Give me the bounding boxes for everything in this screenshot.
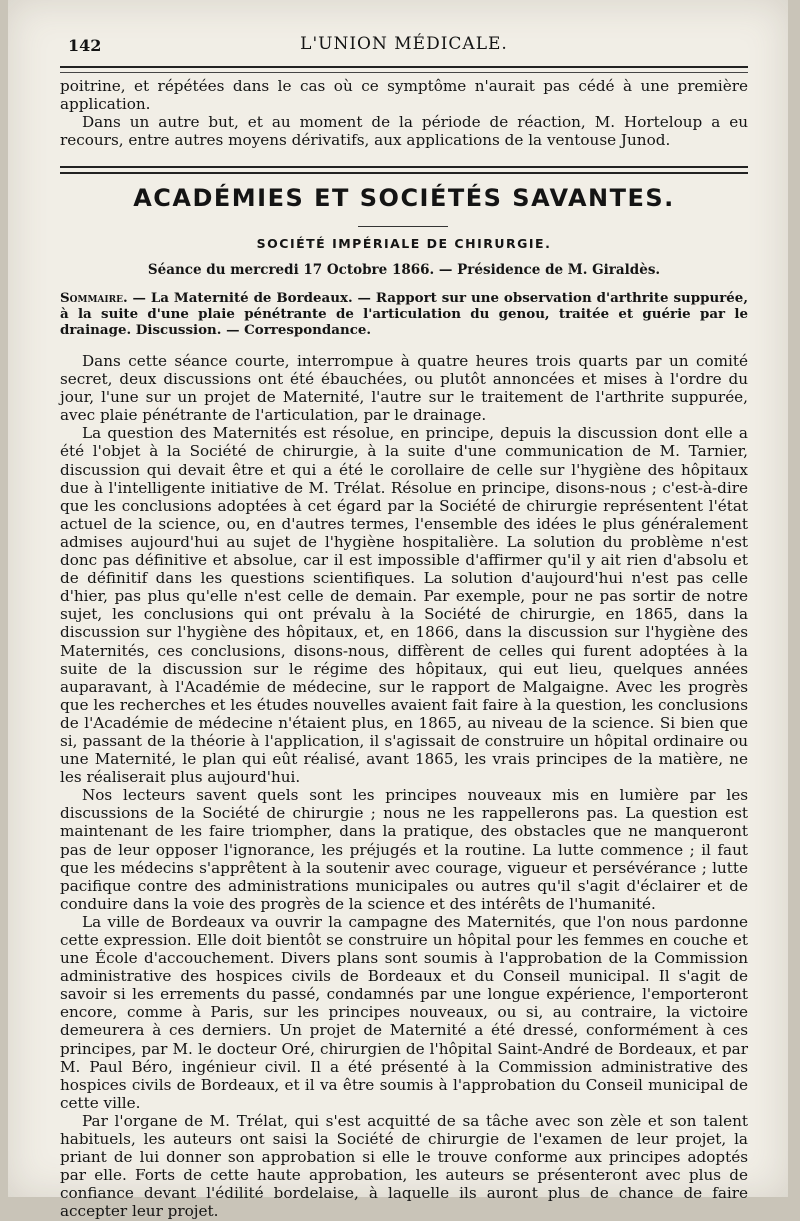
intro-paragraph: poitrine, et répétées dans le cas où ce symptôme n'aurait pas cédé à une première application. — [60, 77, 748, 114]
society-heading: SOCIÉTÉ IMPÉRIALE DE CHIRURGIE. — [256, 236, 552, 251]
article-paragraph: La question des Maternités est résolue, en principe, depuis la discussion dont elle a été l'objet à la Société de chirurgie, à la suite d'une communication de M. Tarnier, discussion qui devait être et qui a été le corollaire de celle sur l'hygiène des hôpitaux due à l'intelligente initiative de M. Trélat. Résolue en principe, disons-nous ; c'est-à-dire que les conclusions adoptées à cet égard par la Société de chirurgie représentent l'état actuel de la science, ou, en d'autres termes, l'ensemble des idées le plus généralement admises aujourd'hui au sujet de l'hygiène hospitalière. La solution du problème n'est donc pas définitive et absolue, car il est impossible d'affirmer qu'il y ait rien d'absolu et de définitif dans les questions scientifiques. La solution d'aujourd'hui n'est pas celle d'hier, pas plus qu'elle n'est celle de demain. Par exemple, pour ne pas sortir de notre sujet, les conclusions qui ont prévalu à la Société de chirurgie, en 1865, dans la discussion sur l'hygiène des hôpitaux, et, en 1866, dans la discussion sur l'hygiène des Maternités, ces conclusions, disons-nous, diffèrent de celles qui furent adoptées à la suite de la discussion sur le régime des hôpitaux, qui eut lieu, quelques années auparavant, à l'Académie de médecine, sur le rapport de Malgaigne. Avec les progrès que les recherches et les études nouvelles avaient fait faire à la question, les conclusions de l'Académie de médecine n'étaient plus, en 1865, au niveau de la science. Si bien que si, passant de la théorie à l'application, il s'agissait de construire un hôpital ordinaire ou une Maternité, le plan qui eût réalisé, avant 1865, les vrais principes de la matière, ne les réaliserait plus aujourd'hui. — [60, 424, 748, 787]
intro-text — [60, 77, 748, 149]
summary-lead: Sommaire. — [60, 290, 128, 306]
header-rule-thin — [60, 72, 748, 73]
section-divider — [60, 166, 748, 174]
header-rule — [60, 66, 748, 68]
page-number: 142 — [68, 36, 102, 55]
intro-paragraph: Dans un autre but, et au moment de la période de réaction, M. Horteloup a eu recours, entre autres moyens dérivatifs, aux applications de la ventouse Junod. — [60, 113, 748, 150]
article-paragraph: La ville de Bordeaux va ouvrir la campagne des Maternités, que l'on nous pardonne cette expression. Elle doit bientôt se construire un hôpital pour les femmes en couche et une École d'accouchement. Divers plans sont soumis à l'approbation de la Commission administrative des hospices civils de Bordeaux et du Conseil municipal. Il s'agit de savoir si les errements du passé, condamnés par une longue expérience, l'emporteront encore, comme à Paris, sur les principes nouveaux, ou si, au contraire, la victoire demeurera à ces derniers. Un projet de Maternité a été dressé, conformément à ces principes, par M. le docteur Oré, chirurgien de l'hôpital Saint-André de Bordeaux, et par M. Paul Béro, ingénieur civil. Il a été présenté à la Commission administrative des hospices civils de Bordeaux, et il va être soumis à l'approbation du Conseil municipal de cette ville. — [60, 912, 748, 1112]
section-title: ACADÉMIES ET SOCIÉTÉS SAVANTES. — [133, 184, 675, 212]
summary-text: — La Maternité de Bordeaux. — Rapport sur une observation d'arthrite suppurée, à la suite d'une plaie pénétrante de l'articulation du genou, traitée et guérie par le drainage. Discussion. — Correspondance. — [60, 290, 748, 338]
journal-page — [8, 0, 788, 1221]
running-title: L'UNION MÉDICALE. — [300, 34, 508, 54]
page-header — [60, 30, 748, 60]
article-paragraph: Dans cette séance courte, interrompue à quatre heures trois quarts par un comité secret, deux discussions ont été ébauchées, ou plutôt annoncées et mises à l'ordre du jour, l'une sur un projet de Maternité, l'autre sur le traitement de l'arthrite suppurée, avec plaie pénétrante de l'articulation, par le drainage. — [60, 352, 748, 425]
summary — [60, 290, 748, 338]
article-paragraph: Par l'organe de M. Trélat, qui s'est acquitté de sa tâche avec son zèle et son talent habituels, les auteurs ont saisi la Société de chirurgie de l'examen de leur projet, la priant de lui donner son approbation si elle le trouve conforme aux principes adoptés par elle. Forts de cette haute approbation, les auteurs se présenteront avec plus de confiance devant l'édilité bordelaise, à laquelle ils auront plus de chance de faire accepter leur projet. — [60, 1111, 748, 1221]
title-rule — [358, 226, 448, 227]
session-line: Séance du mercredi 17 Octobre 1866. — Présidence de M. Giraldès. — [147, 262, 661, 278]
article-paragraph: Nos lecteurs savent quels sont les principes nouveaux mis en lumière par les discussions de la Société de chirurgie ; nous ne les rappellerons pas. La question est maintenant de les faire triompher, dans la pratique, des obstacles que ne manqueront pas de leur opposer l'ignorance, les préjugés et la routine. La lutte commence ; il faut que les médecins s'apprêtent à la soutenir avec courage, vigueur et persévérance ; lutte pacifique contre des administrations municipales ou autres qu'il s'agit d'éclairer et de conduire dans la voie des progrès de la science et des intérêts de l'humanité. — [60, 786, 748, 913]
article-body — [60, 352, 748, 1221]
